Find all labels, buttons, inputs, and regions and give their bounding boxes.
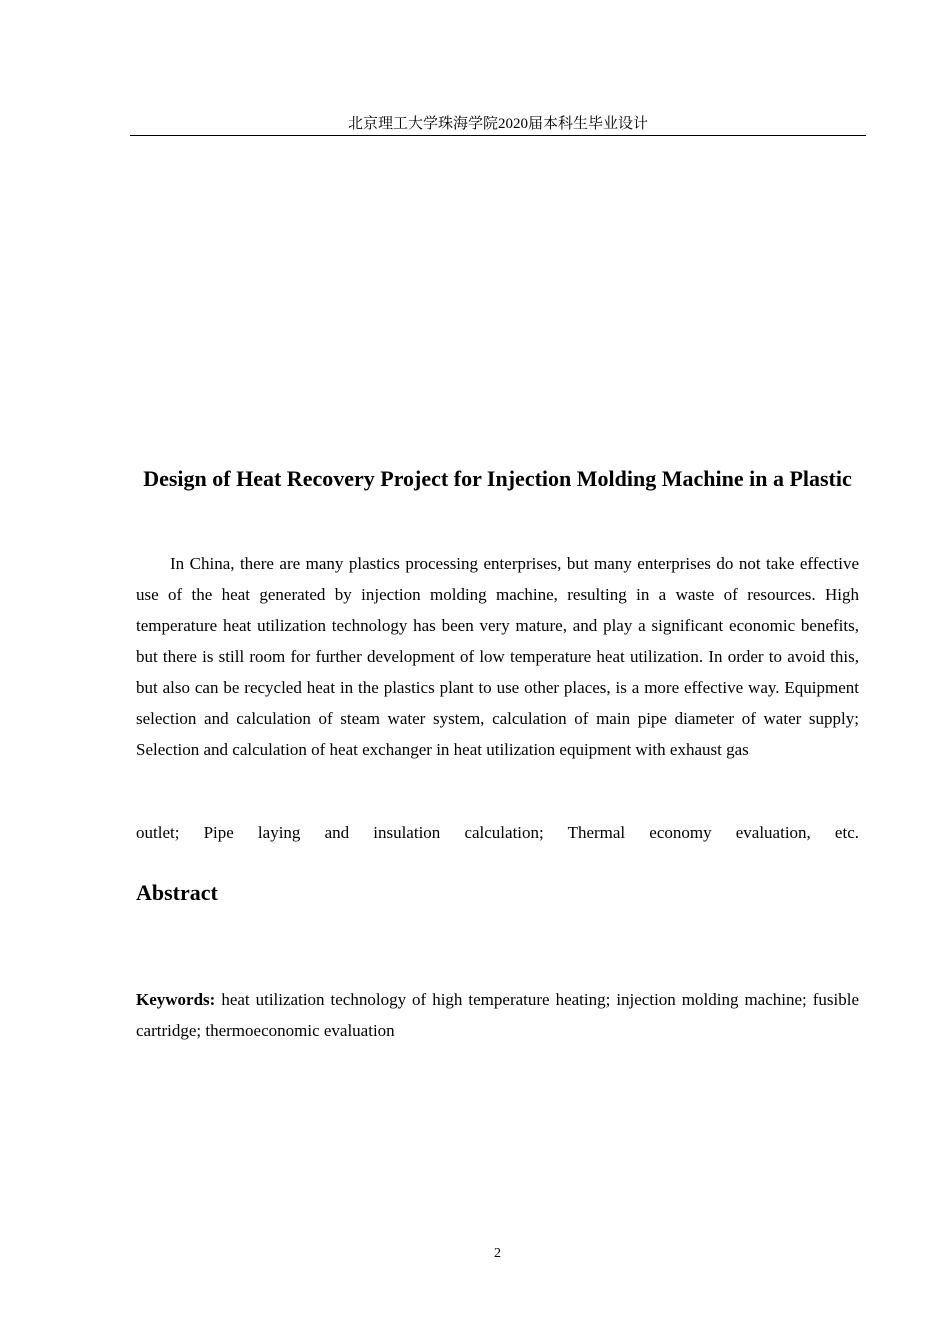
page-number: 2 <box>494 1246 501 1261</box>
page-header: 北京理工大学珠海学院2020届本科生毕业设计 <box>130 114 866 136</box>
keywords-label: Keywords: <box>136 990 216 1009</box>
keywords-paragraph <box>136 984 859 1046</box>
document-title: Design of Heat Recovery Project for Injection Molding Machine in a Plastic <box>143 466 852 491</box>
abstract-body-paragraph: In China, there are many plastics processing enterprises, but many enterprises do not take effective use of the heat generated by injection molding machine, resulting in a waste of resources. High temperature heat utilization technology has been very mature, and play a significant economic benefits, but there is still room for further development of low temperature heat utilization. In order to avoid this, but also can be recycled heat in the plastics plant to use other places, is a more effective way. Equipment selection and calculation of steam water system, calculation of main pipe diameter of water supply; Selection and calculation of heat exchanger in heat utilization equipment with exhaust gas <box>136 554 859 759</box>
keywords-text: heat utilization technology of high temperature heating; injection molding machine; fusible cartridge; thermoeconomic evaluation <box>136 990 859 1040</box>
abstract-heading: Abstract <box>136 880 218 905</box>
abstract-body-last-line: outlet; Pipe laying and insulation calculation; Thermal economy evaluation, etc. <box>136 823 859 842</box>
